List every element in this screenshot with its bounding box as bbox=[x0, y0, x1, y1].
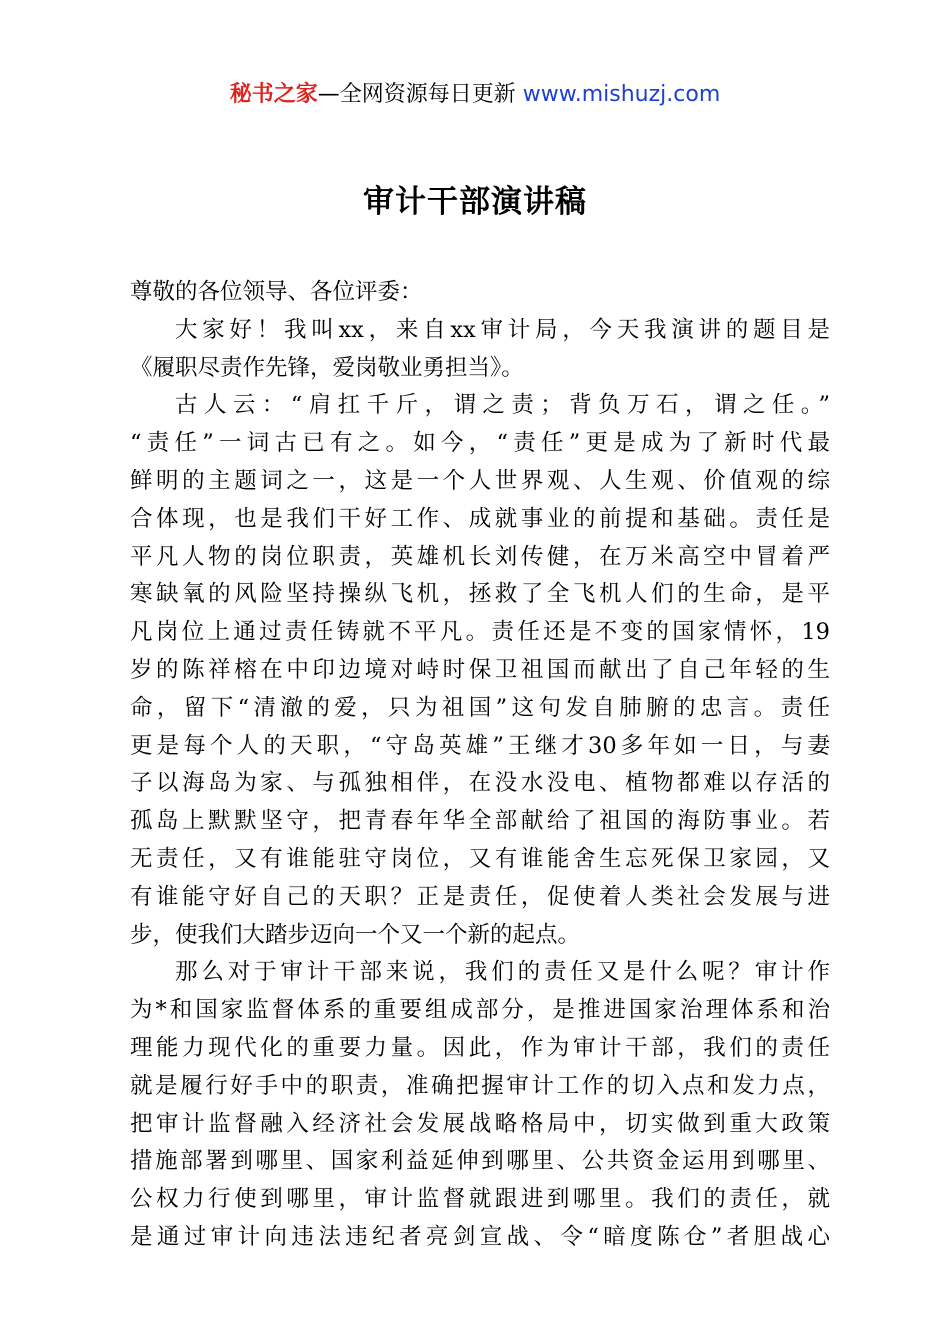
text-line: 那么对于审计干部来说，我们的责任又是什么呢？审计作 bbox=[175, 959, 830, 986]
site-header bbox=[0, 80, 950, 110]
text-line: 有谁能守好自己的天职？正是责任，促使着人类社会发展与进 bbox=[130, 883, 830, 910]
text-line: 命，留下“清澈的爱，只为祖国”这句发自肺腑的忠言。责任 bbox=[130, 694, 830, 721]
text-line: 公权力行使到哪里，审计监督就跟进到哪里。我们的责任，就 bbox=[130, 1186, 830, 1213]
text-line: 凡岗位上通过责任铸就不平凡。责任还是不变的国家情怀，19 bbox=[130, 619, 830, 646]
text-line: 《履职尽责作先锋，爱岗敬业勇担当》。 bbox=[130, 354, 524, 381]
site-tagline: —全网资源每日更新 bbox=[317, 82, 516, 107]
text-line: 无责任，又有谁能驻守岗位，又有谁能舍生忘死保卫家园，又 bbox=[130, 845, 830, 872]
text-line: 步，使我们大踏步迈向一个又一个新的起点。 bbox=[130, 921, 581, 948]
text-line: “责任”一词古已有之。如今，“责任”更是成为了新时代最 bbox=[130, 430, 830, 457]
text-line: 更是每个人的天职，“守岛英雄”王继才30多年如一日，与妻 bbox=[130, 732, 830, 759]
text-line: 鲜明的主题词之一，这是一个人世界观、人生观、价值观的综 bbox=[130, 467, 830, 494]
site-url-link[interactable]: www.mishuzj.com bbox=[522, 82, 721, 107]
text-line: 措施部署到哪里、国家利益延伸到哪里、公共资金运用到哪里、 bbox=[130, 1148, 830, 1175]
text-line: 子以海岛为家、与孤独相伴，在没水没电、植物都难以存活的 bbox=[130, 770, 830, 797]
text-line: 尊敬的各位领导、各位评委： bbox=[130, 279, 423, 305]
text-line: 孤岛上默默坚守，把青春年华全部献给了祖国的海防事业。若 bbox=[130, 808, 830, 835]
text-line: 为*和国家监督体系的重要组成部分，是推进国家治理体系和治 bbox=[130, 997, 830, 1024]
text-line: 平凡人物的岗位职责，英雄机长刘传健，在万米高空中冒着严 bbox=[130, 543, 830, 570]
text-line: 大家好！我叫xx，来自xx审计局，今天我演讲的题目是 bbox=[175, 316, 830, 343]
text-line: 是通过审计向违法违纪者亮剑宣战、令“暗度陈仓”者胆战心 bbox=[130, 1223, 830, 1250]
text-line: 理能力现代化的重要力量。因此，作为审计干部，我们的责任 bbox=[130, 1034, 830, 1061]
text-line: 古人云：“肩扛千斤，谓之责；背负万石，谓之任。” bbox=[175, 392, 830, 419]
site-brand: 秘书之家 bbox=[229, 82, 318, 107]
document-title: 审计干部演讲稿 bbox=[363, 184, 587, 220]
document-body bbox=[130, 274, 830, 1257]
text-line: 就是履行好手中的职责，准确把握审计工作的切入点和发力点， bbox=[130, 1072, 830, 1099]
text-line: 把审计监督融入经济社会发展战略格局中，切实做到重大政策 bbox=[130, 1110, 830, 1137]
text-line: 岁的陈祥榕在中印边境对峙时保卫祖国而献出了自己年轻的生 bbox=[130, 656, 830, 683]
text-line: 合体现，也是我们干好工作、成就事业的前提和基础。责任是 bbox=[130, 505, 830, 532]
text-line: 寒缺氧的风险坚持操纵飞机，拯救了全飞机人们的生命，是平 bbox=[130, 581, 830, 608]
